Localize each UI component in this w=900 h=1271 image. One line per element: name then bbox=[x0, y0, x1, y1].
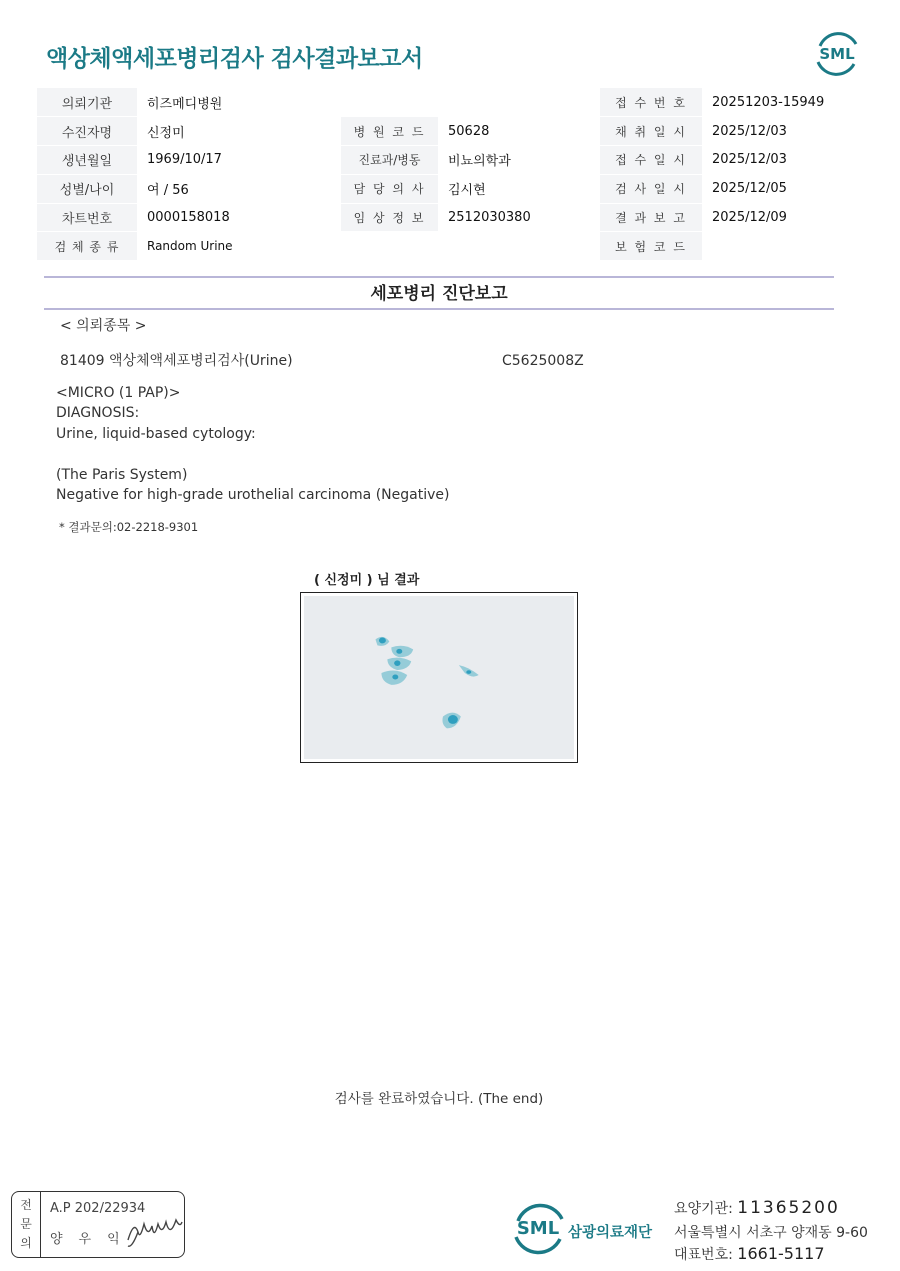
footer-code-label: 요양기관: bbox=[674, 1201, 733, 1217]
value-result-report: 2025/12/09 bbox=[702, 203, 863, 232]
label-receipt-date: 접 수 일 시 bbox=[600, 146, 702, 175]
order-line: 81409 액상체액세포병리검사(Urine) bbox=[60, 353, 293, 369]
classification-system: (The Paris System) bbox=[56, 467, 188, 483]
value-specimen-type: Random Urine bbox=[137, 232, 341, 261]
label-specimen-type: 검 체 종 류 bbox=[37, 232, 137, 261]
value-patient-name: 신정미 bbox=[137, 117, 341, 146]
logo-text: SML bbox=[819, 45, 855, 63]
end-text: 검사를 완료하였습니다. (The end) bbox=[334, 1091, 544, 1107]
sml-logo-icon bbox=[812, 30, 862, 76]
label-insurance-code: 보 험 코 드 bbox=[600, 232, 702, 261]
label-result-report: 결 과 보 고 bbox=[600, 203, 702, 232]
table-row bbox=[37, 146, 863, 175]
value-receipt-number: 20251203-15949 bbox=[702, 88, 863, 117]
microscopy-image bbox=[300, 592, 578, 763]
diagnosis-label: DIAGNOSIS: bbox=[56, 405, 140, 421]
table-row bbox=[37, 174, 863, 203]
image-caption: ( 신정미 ) 님 결과 bbox=[314, 573, 420, 588]
pathologist-stamp bbox=[11, 1191, 185, 1258]
footer-phone bbox=[674, 1244, 825, 1264]
value-test-date: 2025/12/05 bbox=[702, 174, 863, 203]
footer-org-name: 삼광의료재단 bbox=[568, 1225, 653, 1241]
value-receipt-date: 2025/12/03 bbox=[702, 146, 863, 175]
label-physician: 담 당 의 사 bbox=[341, 174, 438, 203]
value-insurance-code bbox=[702, 232, 863, 261]
footer-code-value: 11365200 bbox=[737, 1198, 840, 1218]
table-row bbox=[37, 232, 863, 261]
value-physician: 김시현 bbox=[438, 174, 600, 203]
section-divider-bottom bbox=[44, 308, 834, 310]
signature-icon bbox=[124, 1210, 186, 1250]
label-receipt-number: 접 수 번 호 bbox=[600, 88, 702, 117]
order-heading: < 의뢰종목 > bbox=[60, 318, 147, 334]
stamp-side-char-1: 전 bbox=[20, 1198, 32, 1212]
table-row bbox=[37, 117, 863, 146]
label-birth-date: 생년월일 bbox=[37, 146, 137, 175]
stamp-side-char-2: 문 bbox=[20, 1217, 32, 1231]
value-birth-date: 1969/10/17 bbox=[137, 146, 341, 175]
diagnosis-result: Negative for high-grade urothelial carcinoma (Negative) bbox=[56, 487, 450, 503]
footer-sml-logo-icon bbox=[508, 1201, 568, 1255]
page-title: 액상체액세포병리검사 검사결과보고서 bbox=[46, 46, 423, 72]
section-title: 세포병리 진단보고 bbox=[370, 284, 508, 304]
label-hospital-code: 병 원 코 드 bbox=[341, 117, 438, 146]
value-department: 비뇨의학과 bbox=[438, 146, 600, 175]
footer-phone-label: 대표번호: bbox=[674, 1247, 733, 1263]
value-clinical-info: 2512030380 bbox=[438, 203, 600, 232]
specimen-description: Urine, liquid-based cytology: bbox=[56, 426, 256, 442]
label-chart-number: 차트번호 bbox=[37, 203, 137, 232]
order-code: C5625008Z bbox=[502, 353, 584, 369]
footer-address: 서울특별시 서초구 양재동 9-60 bbox=[674, 1225, 868, 1241]
value-sex-age: 여 / 56 bbox=[137, 174, 341, 203]
stamp-side-char-3: 의 bbox=[20, 1236, 32, 1250]
label-clinical-info: 임 상 정 보 bbox=[341, 203, 438, 232]
stamp-side-label bbox=[12, 1192, 41, 1257]
footer-logo-text: SML bbox=[516, 1218, 560, 1239]
label-department: 진료과/병동 bbox=[341, 146, 438, 175]
micro-heading: <MICRO (1 PAP)> bbox=[56, 385, 181, 401]
value-chart-number: 0000158018 bbox=[137, 203, 341, 232]
value-requesting-institution: 히즈메디병원 bbox=[137, 88, 341, 117]
footer-code bbox=[674, 1198, 840, 1218]
contact-info: * 결과문의:02-2218-9301 bbox=[59, 520, 199, 534]
value-hospital-code: 50628 bbox=[438, 117, 600, 146]
table-row bbox=[37, 203, 863, 232]
patient-info-table bbox=[37, 88, 863, 261]
table-row bbox=[37, 88, 863, 117]
license-number: A.P 202/22934 bbox=[50, 1201, 146, 1216]
label-collection-date: 채 취 일 시 bbox=[600, 117, 702, 146]
footer-phone-value: 1661-5117 bbox=[737, 1244, 825, 1263]
label-test-date: 검 사 일 시 bbox=[600, 174, 702, 203]
section-divider-top bbox=[44, 276, 834, 278]
doctor-name: 양우익 bbox=[50, 1232, 136, 1247]
label-sex-age: 성별/나이 bbox=[37, 174, 137, 203]
label-patient-name: 수진자명 bbox=[37, 117, 137, 146]
value-collection-date: 2025/12/03 bbox=[702, 117, 863, 146]
label-requesting-institution: 의뢰기관 bbox=[37, 88, 137, 117]
